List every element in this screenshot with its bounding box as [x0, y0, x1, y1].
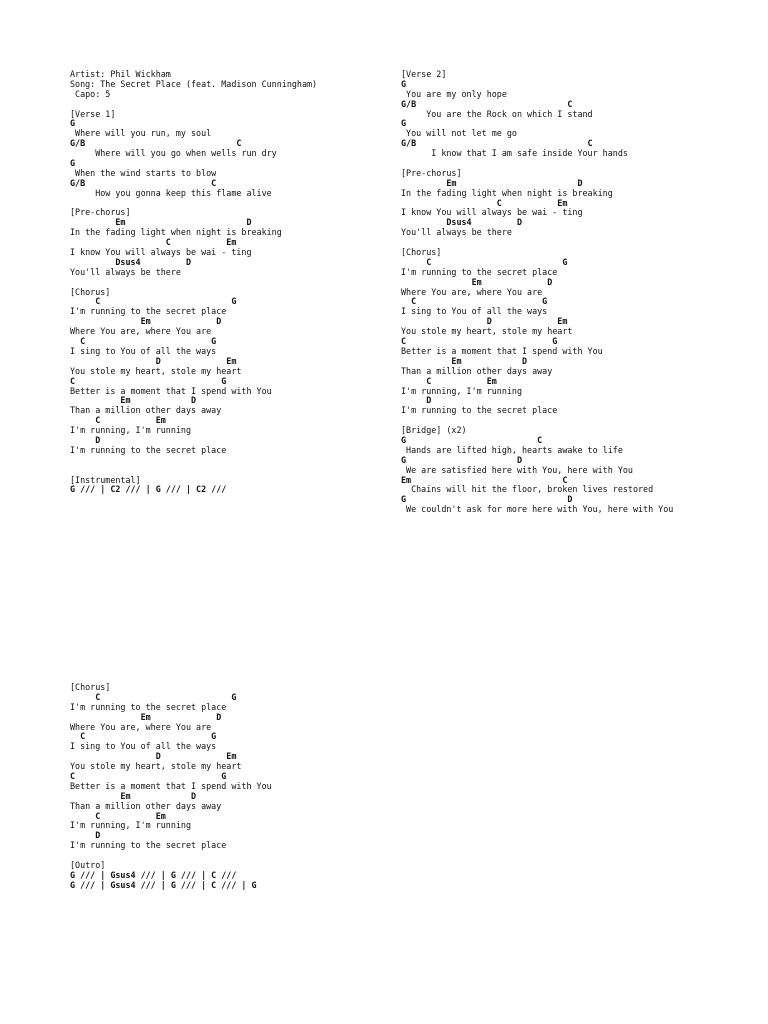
chord-line: D: [70, 434, 101, 445]
chord-line: D Em: [401, 316, 568, 327]
chord-line: Dsus4 D: [401, 217, 523, 228]
chord-line: C Em: [70, 237, 237, 248]
lyric-line: We couldn't ask for more here with You, here with You: [401, 504, 674, 515]
chord-line: C G: [70, 691, 237, 702]
section-heading: [Chorus]: [70, 682, 111, 692]
lyric-line: We are satisfied here with You, here with You: [401, 464, 633, 475]
left-column: [70, 70, 317, 495]
lyric-line: I'm running to the secret place: [70, 701, 227, 712]
chord-line: G C: [401, 434, 543, 445]
chord-line: G /// | C2 /// | G /// | C2 ///: [70, 484, 227, 495]
lyric-line: You stole my heart, stole my heart: [70, 365, 242, 376]
lyric-line: Hands are lifted high, hearts awake to life: [401, 444, 623, 455]
chord-line: G D: [401, 494, 573, 505]
lyric-line: I'm running, I'm running: [70, 425, 192, 436]
blank-line: [401, 238, 673, 248]
chord-line: C G: [70, 296, 237, 307]
lyric-line: Where will you run, my soul: [70, 128, 212, 139]
chord-line: Em C: [401, 474, 568, 485]
chord-line: C G: [70, 336, 217, 347]
chord-line: Em D: [70, 711, 222, 722]
chord-line: C G: [401, 256, 568, 267]
song-info-line: Artist: Phil Wickham: [70, 69, 171, 79]
section-heading: [Instrumental]: [70, 474, 141, 485]
chord-line: Em D: [401, 355, 528, 366]
chord-line: G/B C: [401, 138, 593, 149]
lyric-line: I know that I am safe inside Your hands: [401, 148, 628, 159]
lyric-line: I sing to You of all the ways: [70, 345, 217, 356]
section-heading: [Bridge] (x2): [401, 425, 467, 436]
lyric-line: Chains will hit the floor, broken lives restored: [401, 484, 654, 495]
chord-line: G: [70, 158, 76, 169]
section-heading: [Outro]: [70, 860, 106, 871]
chord-line: Em D: [70, 790, 197, 801]
chord-line: G/B C: [70, 138, 242, 149]
right-column: [401, 70, 673, 515]
chord-line: Em D: [401, 276, 553, 287]
section-heading: [Pre-chorus]: [70, 207, 131, 218]
chord-line: D: [70, 830, 101, 841]
chord-line: C Em: [401, 375, 497, 386]
chord-line: G /// | Gsus4 /// | G /// | C /// | G: [70, 879, 257, 890]
lyric-line: I'm running to the secret place: [70, 444, 227, 455]
lyric-line: In the fading light when night is breaking: [70, 227, 282, 238]
chord-line: G: [401, 118, 407, 129]
lyric-line: I'm running, I'm running: [401, 385, 523, 396]
lyric-line: Where You are, where You are: [70, 721, 212, 732]
lyric-line: Better is a moment that I spend with You: [70, 780, 272, 791]
lyric-line: Where will you go when wells run dry: [70, 148, 277, 159]
chord-line: C Em: [70, 810, 166, 821]
chord-line: G: [70, 118, 76, 129]
lyric-line: You stole my heart, stole my heart: [401, 326, 573, 337]
lyric-line: You are my only hope: [401, 88, 507, 99]
lyric-line: I'm running to the secret place: [70, 306, 227, 317]
lyric-line: You stole my heart, stole my heart: [70, 761, 242, 772]
chord-line: D Em: [70, 751, 237, 762]
section-heading: [Chorus]: [70, 286, 111, 297]
chord-line: G D: [401, 454, 523, 465]
chord-line: Dsus4 D: [70, 256, 192, 267]
lyric-line: Than a million other days away: [70, 405, 222, 416]
chord-line: D Em: [70, 355, 237, 366]
bottom-left-column: [70, 683, 272, 891]
chord-line: C G: [401, 296, 548, 307]
lyric-line: Better is a moment that I spend with You: [401, 345, 603, 356]
lyric-line: I sing to You of all the ways: [401, 306, 548, 317]
section-heading: [Chorus]: [401, 247, 442, 258]
lyric-line: In the fading light when night is breaking: [401, 187, 613, 198]
section-heading: [Verse 2]: [401, 69, 447, 79]
lyric-line: I'm running to the secret place: [401, 405, 558, 416]
lyric-line: You'll always be there: [401, 227, 512, 238]
lyric-line: Than a million other days away: [70, 800, 222, 811]
song-info-line: Song: The Secret Place (feat. Madison Cunningham): [70, 78, 318, 89]
lyric-line: When the wind starts to blow: [70, 167, 217, 178]
chord-line: C Em: [401, 197, 568, 208]
chord-line: Em D: [70, 217, 252, 228]
chord-line: C G: [70, 771, 227, 782]
lyric-line: You will not let me go: [401, 128, 517, 139]
blank-line: [70, 456, 317, 466]
chord-line: C Em: [70, 415, 166, 426]
lyric-line: Where You are, where You are: [70, 326, 212, 337]
lyric-line: You are the Rock on which I stand: [401, 108, 593, 119]
chord-line: D: [401, 395, 432, 406]
song-info-line: Capo: 5: [70, 88, 111, 99]
chord-line: G/B C: [401, 98, 573, 109]
chord-line: G /// | Gsus4 /// | G /// | C ///: [70, 869, 237, 880]
lyric-line: I'm running to the secret place: [70, 840, 227, 851]
lyric-line: I'm running to the secret place: [401, 266, 558, 277]
lyric-line: I know You will always be wai - ting: [70, 247, 252, 258]
lyric-line: Than a million other days away: [401, 365, 553, 376]
lyric-line: I sing to You of all the ways: [70, 741, 217, 752]
chord-line: C G: [401, 336, 558, 347]
section-heading: [Pre-chorus]: [401, 167, 462, 178]
lyric-line: Where You are, where You are: [401, 286, 543, 297]
lyric-line: You'll always be there: [70, 266, 181, 277]
lyric-line: Better is a moment that I spend with You: [70, 385, 272, 396]
chord-line: Em D: [401, 177, 583, 188]
section-heading: [Verse 1]: [70, 108, 116, 119]
lyric-line: I'm running, I'm running: [70, 820, 192, 831]
lyric-line: I know You will always be wai - ting: [401, 207, 583, 218]
chord-line: G: [401, 78, 407, 89]
chord-line: G/B C: [70, 177, 217, 188]
chord-line: C G: [70, 375, 227, 386]
lyric-line: How you gonna keep this flame alive: [70, 187, 272, 198]
chord-line: Em D: [70, 395, 197, 406]
chord-line: Em D: [70, 316, 222, 327]
chord-line: C G: [70, 731, 217, 742]
